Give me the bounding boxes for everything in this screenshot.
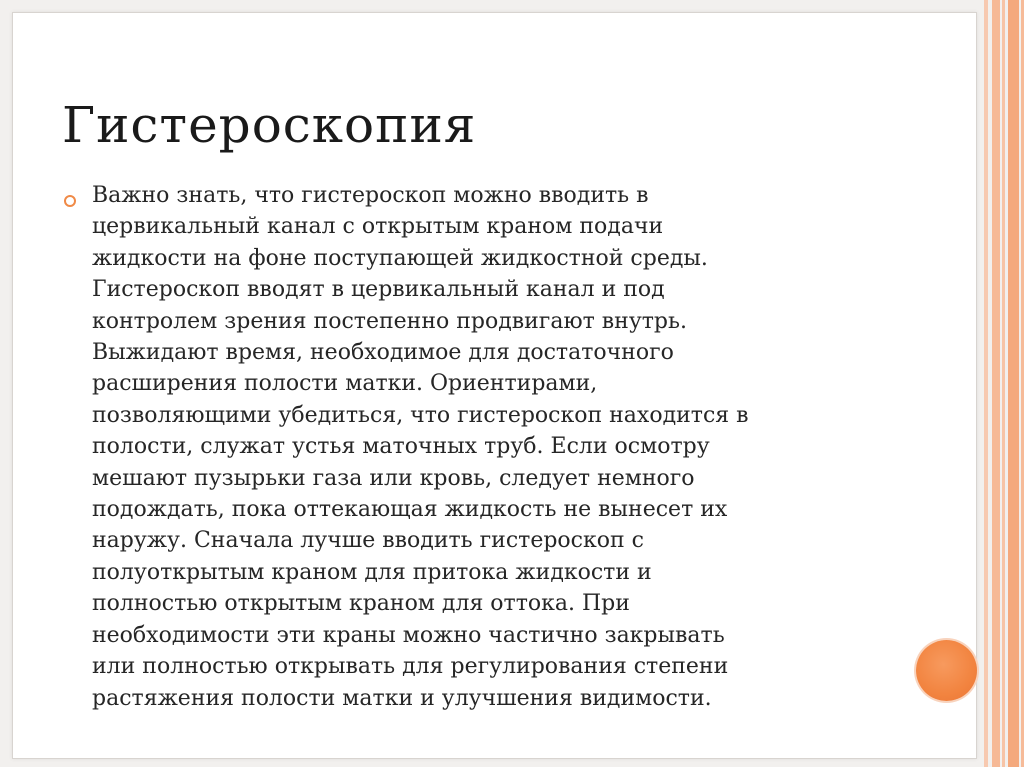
paragraph-line: контролем зрения постепенно продвигают внутрь.	[92, 308, 687, 334]
paragraph-line: мешают пузырьки газа или кровь, следует немного	[92, 465, 695, 491]
paragraph-line: Гистероскоп вводят в цервикальный канал и под	[92, 277, 665, 303]
paragraph-line: цервикальный канал с открытым краном подачи	[92, 214, 664, 240]
body-paragraph	[92, 180, 892, 714]
decorative-stripes	[984, 0, 1024, 767]
paragraph-line: полости, служат устья маточных труб. Если осмотру	[92, 434, 710, 460]
paragraph-line: или полностью открывать для регулирования степени	[92, 654, 729, 680]
paragraph-line: растяжения полости матки и улучшения видимости.	[92, 685, 712, 711]
paragraph-line: необходимости эти краны можно частично закрывать	[92, 622, 725, 648]
bullet-ring-icon	[64, 195, 76, 207]
stripe	[1002, 0, 1005, 767]
stripe	[1008, 0, 1019, 767]
stripe	[984, 0, 988, 767]
paragraph-line: наружу. Сначала лучше вводить гистероскоп с	[92, 528, 644, 554]
paragraph-line: Важно знать, что гистероскоп можно вводить в	[92, 183, 649, 208]
paragraph-line: жидкости на фоне поступающей жидкостной среды.	[92, 245, 708, 271]
paragraph-line: полуоткрытым краном для притока жидкости и	[92, 559, 652, 585]
paragraph-line: расширения полости матки. Ориентирами,	[92, 371, 598, 397]
slide-title: Гистероскопия	[62, 96, 477, 154]
paragraph-line: полностью открытым краном для оттока. При	[92, 591, 630, 617]
stripe	[992, 0, 1000, 767]
paragraph-line: позволяющими убедиться, что гистероскоп находится в	[92, 402, 749, 428]
paragraph-line: Выжидают время, необходимое для достаточного	[92, 340, 674, 366]
decorative-orange-circle	[916, 640, 977, 701]
paragraph-line: подождать, пока оттекающая жидкость не вынесет их	[92, 497, 728, 523]
